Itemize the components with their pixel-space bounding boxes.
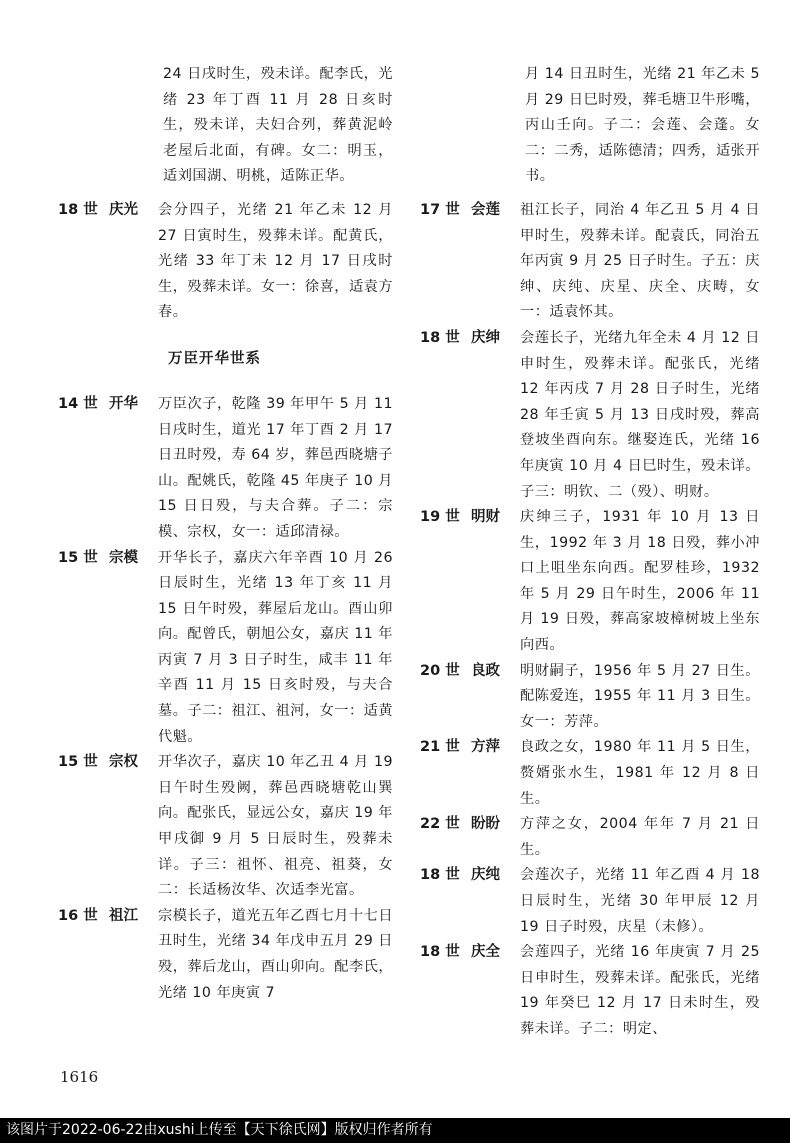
generation-label: 18 世: [420, 944, 460, 961]
section-title: 万臣开华世系: [168, 350, 261, 367]
genealogy-entry: [58, 904, 393, 1006]
continuation-text-left: [58, 62, 393, 190]
person-name: 良政: [471, 662, 500, 679]
generation-label: 15 世: [58, 549, 98, 566]
entry-text: 万臣次子，乾隆 39 年甲午 5 月 11 日戌时生，道光 17 年丁酉 2 月 17 日丑时殁，寿 64 岁，葬邑西晓塘子山。配姚氏，乾隆 45 年庚子 10 月 15 日日殁，与夫合葬。子二：宗模、宗权，女一：适邱清禄。: [158, 395, 393, 540]
person-name: 宗权: [109, 754, 138, 771]
entry-text: 会莲四子，光绪 16 年庚寅 7 月 25 日申时生，殁葬未详。配张氏，光绪 19 年癸巳 12 月 17 日未时生，殁葬未详。子二：明定、: [520, 944, 760, 1037]
entry-text: 会分四子，光绪 21 年乙未 12 月 27 日寅时生，殁葬未详。配黄氏，光绪 33 年丁未 12 月 17 日戌时生，殁葬未详。女一：徐喜，适袁方春。: [158, 201, 394, 321]
entry-text: 会莲次子，光绪 11 年乙酉 4 月 18 日辰时生，光绪 30 年甲辰 12 月 19 日子时殁，庆星（未修）。: [520, 867, 760, 935]
upload-footer-banner: 该图片于2022-06-22由xushi上传至【天下徐氏网】版权归作者所有: [0, 1118, 790, 1143]
genealogy-entry: [58, 392, 393, 546]
person-name: 盼盼: [471, 816, 500, 833]
right-column: [420, 62, 760, 1043]
person-name: 宗模: [109, 549, 138, 566]
entry-text: 良政之女，1980 年 11 月 5 日生，赘婿张水生，1981 年 12 月 8 日生。: [520, 739, 760, 807]
genealogy-entry: [420, 198, 760, 326]
genealogy-entry: [420, 326, 760, 505]
continuation-text-right: [420, 62, 760, 190]
person-name: 开华: [109, 395, 138, 412]
entry-text: 24 日戌时生，殁未详。配李氏，光绪 23 年丁酉 11 月 28 日亥时生，殁未详，夫妇合列，葬黄泥岭老屋后北面，有碑。女二：明玉，适刘国湖、明桃，适陈正华。: [163, 66, 393, 185]
entry-text: 开华次子，嘉庆 10 年乙丑 4 月 19 日午时生殁阙，葬邑西晓塘乾山巽向。配张氏，显远公女，嘉庆 19 年甲戌御 9 月 5 日辰时生，殁葬未详。子三：祖怀、祖亮、祖葵，女二：长适杨汝华、次适李光富。: [158, 754, 393, 899]
person-name: 庆全: [471, 944, 500, 961]
entry-text: 方萍之女，2004 年年 7 月 21 日生。: [520, 816, 760, 858]
entry-text: 开华长子，嘉庆六年辛酉 10 月 26 日辰时生，光绪 13 年丁亥 11 月 15 日午时殁，葬屋后龙山。酉山卯向。配曾氏，朝旭公女，嘉庆 11 年丙寅 7 月 3 日子时生，咸丰 11 年辛酉 11 月 15 日亥时殁，与夫合墓。子二：祖江、祖河，女一：适黄代魁。: [158, 549, 394, 745]
page-number: 1616: [60, 1068, 99, 1086]
genealogy-entry: [58, 546, 393, 751]
genealogy-entry: [58, 198, 393, 326]
genealogy-entry: [420, 659, 760, 736]
generation-label: 17 世: [420, 201, 460, 218]
genealogy-entry: [420, 940, 760, 1042]
person-name: 会莲: [471, 201, 500, 218]
generation-label: 21 世: [420, 739, 460, 756]
entry-text: 明财嗣子，1956 年 5 月 27 日生。配陈爱连，1955 年 11 月 3 日生。女一：芳萍。: [520, 662, 760, 730]
generation-label: 18 世: [58, 201, 98, 218]
left-column: [58, 62, 393, 1006]
generation-label: 14 世: [58, 395, 98, 412]
entry-text: 月 14 日丑时生，光绪 21 年乙未 5 月 29 日巳时殁，葬毛塘卫牛形嘴，丙山壬向。子二：会莲、会蓬。女二：二秀，适陈德清；四秀，适张开书。: [525, 66, 761, 185]
genealogy-entry: [420, 863, 760, 940]
generation-label: 18 世: [420, 329, 460, 346]
person-name: 方萍: [471, 739, 500, 756]
genealogy-entry: [420, 812, 760, 863]
person-name: 庆纯: [471, 867, 500, 884]
generation-label: 19 世: [420, 509, 460, 526]
entry-text: 祖江长子，同治 4 年乙丑 5 月 4 日甲时生，殁葬未详。配袁氏，同治五年丙寅 9 月 25 日子时生。子五：庆绅、庆纯、庆星、庆全、庆畴，女一：适袁怀其。: [520, 201, 760, 321]
genealogy-entry: [420, 505, 760, 659]
generation-label: 22 世: [420, 816, 460, 833]
genealogy-entry: [58, 750, 393, 904]
genealogy-entry: [420, 735, 760, 812]
person-name: 庆光: [109, 201, 138, 218]
generation-label: 18 世: [420, 867, 460, 884]
generation-label: 20 世: [420, 662, 460, 679]
person-name: 庆绅: [471, 329, 500, 346]
person-name: 祖江: [109, 907, 138, 924]
generation-label: 16 世: [58, 907, 98, 924]
person-name: 明财: [471, 509, 500, 526]
entry-text: 宗模长子，道光五年乙酉七月十七日丑时生，光绪 34 年戊申五月 29 日殁，葬后龙山，酉山卯向。配李氏，光绪 10 年庚寅 7: [158, 907, 394, 1001]
generation-label: 15 世: [58, 754, 98, 771]
entry-text: 会莲长子，光绪九年全未 4 月 12 日申时生，殁葬未详。配张氏，光绪 12 年丙戌 7 月 28 日子时生，光绪 28 年壬寅 5 月 13 日戌时殁，葬高登坡坐酉向东。继娶连氏，光绪 16 年庚寅 10 月 4 日巳时生，殁未详。子三：明钦、二（殁）、明财。: [520, 329, 760, 500]
entry-text: 庆绅三子，1931 年 10 月 13 日生，1992 年 3 月 18 日殁，葬小冲口上咀坐东向西。配罗桂珍，1932 年 5 月 29 日午时生，2006 年 11 月 19 日殁，葬高家坡樟树坡上坐东向西。: [520, 509, 760, 654]
